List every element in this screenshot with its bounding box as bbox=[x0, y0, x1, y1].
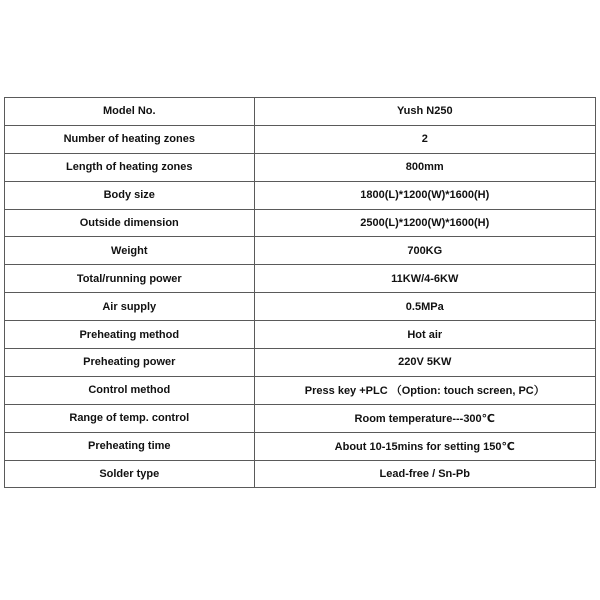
row-label: Solder type bbox=[5, 460, 255, 488]
row-label: Air supply bbox=[5, 293, 255, 321]
row-value: Hot air bbox=[254, 321, 595, 349]
row-value: 220V 5KW bbox=[254, 349, 595, 377]
row-value: 11KW/4-6KW bbox=[254, 265, 595, 293]
table-row bbox=[5, 460, 596, 488]
spec-table bbox=[4, 97, 596, 488]
table-row bbox=[5, 181, 596, 209]
table-row bbox=[5, 432, 596, 460]
table-row bbox=[5, 265, 596, 293]
row-value: 1800(L)*1200(W)*1600(H) bbox=[254, 181, 595, 209]
row-value: Lead-free / Sn-Pb bbox=[254, 460, 595, 488]
row-value: 2500(L)*1200(W)*1600(H) bbox=[254, 209, 595, 237]
table-row bbox=[5, 376, 596, 404]
table-row bbox=[5, 293, 596, 321]
row-label: Control method bbox=[5, 376, 255, 404]
table-row bbox=[5, 125, 596, 153]
row-value: 800mm bbox=[254, 153, 595, 181]
row-label: Total/running power bbox=[5, 265, 255, 293]
row-label: Weight bbox=[5, 237, 255, 265]
table-row bbox=[5, 321, 596, 349]
row-label: Model No. bbox=[5, 98, 255, 126]
row-value: Yush N250 bbox=[254, 98, 595, 126]
row-value: 2 bbox=[254, 125, 595, 153]
row-value: 0.5MPa bbox=[254, 293, 595, 321]
row-label: Outside dimension bbox=[5, 209, 255, 237]
row-label: Preheating power bbox=[5, 349, 255, 377]
row-label: Number of heating zones bbox=[5, 125, 255, 153]
row-value: About 10-15mins for setting 150℃ bbox=[254, 432, 595, 460]
table-row bbox=[5, 209, 596, 237]
row-label: Length of heating zones bbox=[5, 153, 255, 181]
row-label: Preheating method bbox=[5, 321, 255, 349]
table-row bbox=[5, 153, 596, 181]
row-value: 700KG bbox=[254, 237, 595, 265]
table-row bbox=[5, 404, 596, 432]
row-label: Body size bbox=[5, 181, 255, 209]
row-label: Preheating time bbox=[5, 432, 255, 460]
row-value: Press key +PLC （Option: touch screen, PC） bbox=[254, 376, 595, 404]
table-row bbox=[5, 98, 596, 126]
row-label: Range of temp. control bbox=[5, 404, 255, 432]
spec-table-body bbox=[5, 98, 596, 488]
table-row bbox=[5, 349, 596, 377]
row-value: Room temperature---300℃ bbox=[254, 404, 595, 432]
table-row bbox=[5, 237, 596, 265]
